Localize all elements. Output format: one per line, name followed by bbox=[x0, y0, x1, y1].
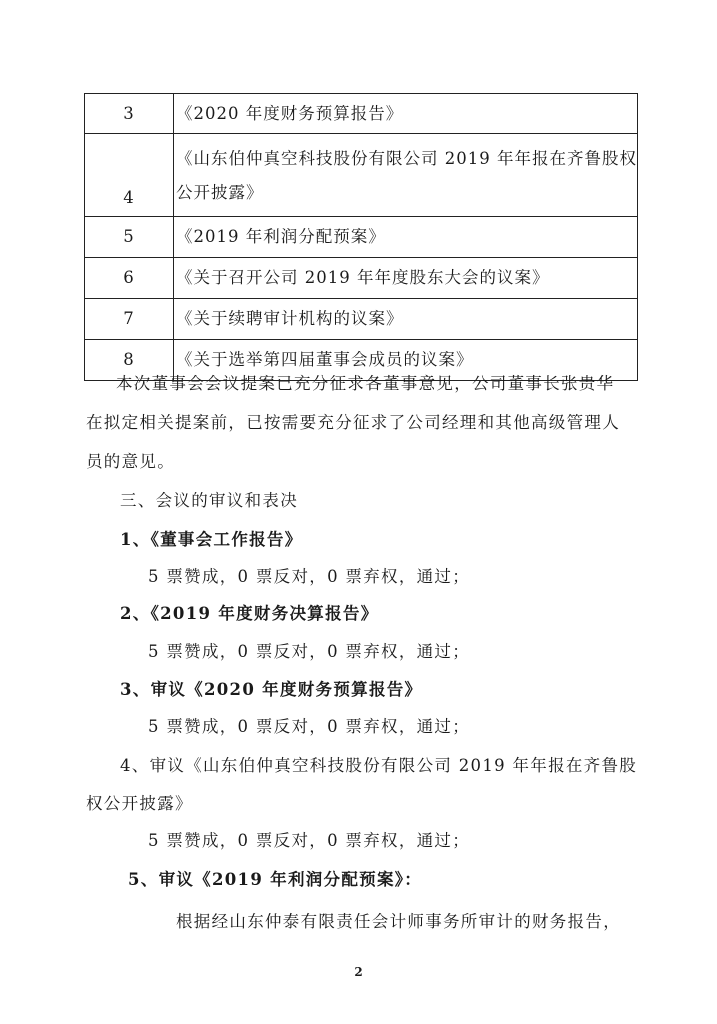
agenda-table bbox=[84, 93, 638, 381]
item-title-continued: 权公开披露》 bbox=[86, 794, 193, 813]
row-number: 5 bbox=[85, 217, 174, 258]
item-title: 1、《董事会工作报告》 bbox=[120, 530, 303, 549]
row-number: 6 bbox=[85, 258, 174, 299]
table-row bbox=[85, 217, 638, 258]
item-title: 3、审议《2020 年度财务预算报告》 bbox=[120, 680, 423, 699]
row-title: 《2020 年度财务预算报告》 bbox=[174, 94, 638, 134]
table-row bbox=[85, 94, 638, 134]
paragraph-line: 本次董事会会议提案已充分征求各董事意见，公司董事长张贵华 bbox=[116, 374, 615, 393]
vote-result: 5 票赞成，0 票反对，0 票弃权，通过； bbox=[148, 642, 471, 661]
row-number: 7 bbox=[85, 299, 174, 340]
vote-result: 5 票赞成，0 票反对，0 票弃权，通过； bbox=[148, 717, 471, 736]
table-row bbox=[85, 299, 638, 340]
row-number: 4 bbox=[85, 134, 174, 217]
row-number: 3 bbox=[85, 94, 174, 134]
paragraph-line: 员的意见。 bbox=[86, 452, 175, 471]
row-title: 《关于续聘审计机构的议案》 bbox=[174, 299, 638, 340]
paragraph-line: 根据经山东仲泰有限责任会计师事务所审计的财务报告， bbox=[176, 912, 621, 931]
row-title: 《2019 年利润分配预案》 bbox=[174, 217, 638, 258]
row-title: 《关于召开公司 2019 年年度股东大会的议案》 bbox=[174, 258, 638, 299]
item-title: 4、审议《山东伯仲真空科技股份有限公司 2019 年年报在齐鲁股 bbox=[120, 756, 638, 775]
vote-result: 5 票赞成，0 票反对，0 票弃权，通过； bbox=[148, 831, 471, 850]
section-heading: 三、会议的审议和表决 bbox=[120, 491, 298, 510]
row-title: 《关于选举第四届董事会成员的议案》 bbox=[174, 340, 638, 381]
table-row bbox=[85, 134, 638, 217]
row-title: 《山东伯仲真空科技股份有限公司 2019 年年报在齐鲁股权公开披露》 bbox=[174, 134, 638, 217]
item-title: 5、审议《2019 年利润分配预案》： bbox=[128, 870, 423, 889]
item-title: 2、《2019 年度财务决算报告》 bbox=[120, 604, 379, 623]
paragraph-line: 在拟定相关提案前，已按需要充分征求了公司经理和其他高级管理人 bbox=[86, 413, 620, 432]
page-number: 2 bbox=[354, 965, 363, 979]
table-row bbox=[85, 258, 638, 299]
vote-result: 5 票赞成，0 票反对，0 票弃权，通过； bbox=[148, 567, 471, 586]
row-number: 8 bbox=[85, 340, 174, 381]
